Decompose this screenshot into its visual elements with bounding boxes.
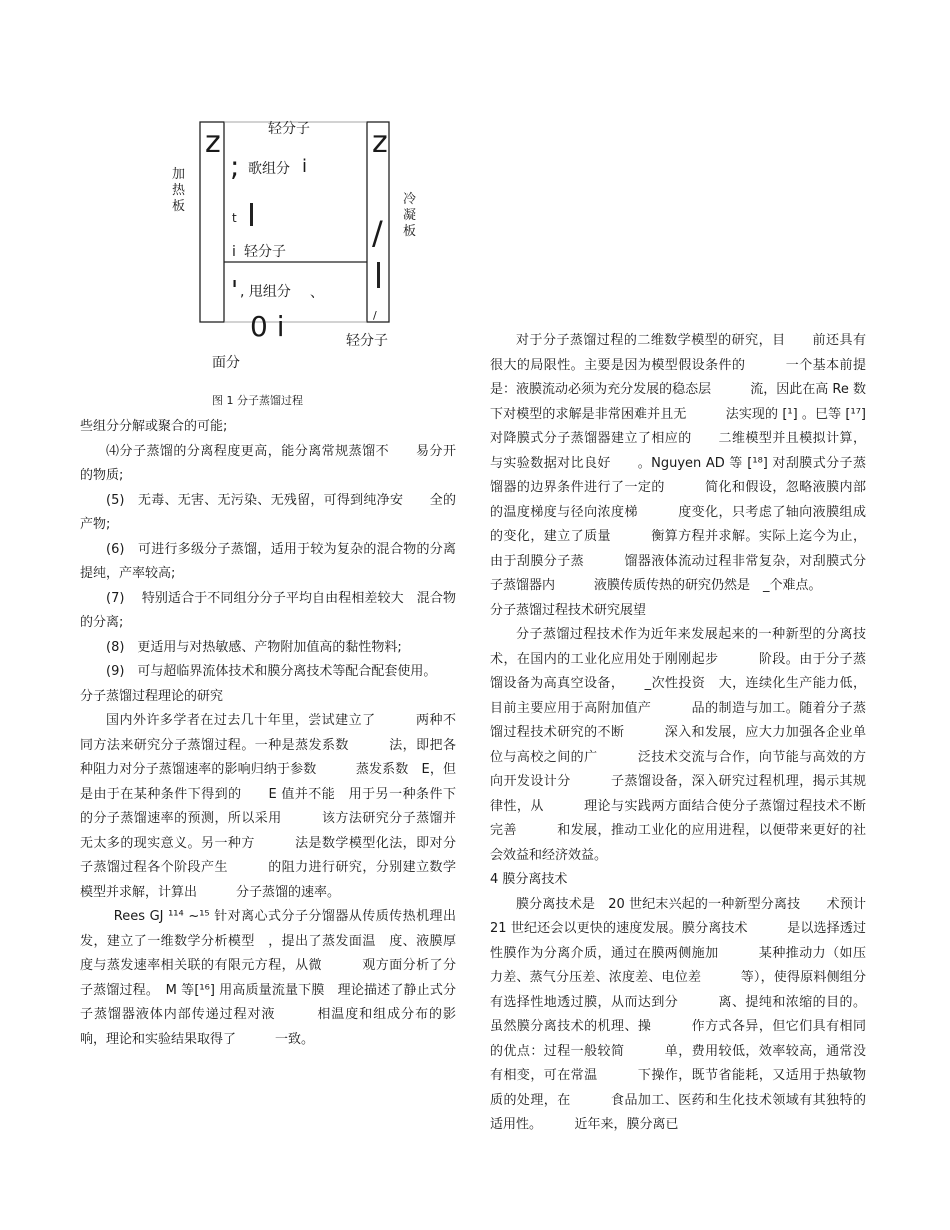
quote-mark: ': [231, 276, 239, 306]
section-heading: 分子蒸馏过程技术研究展望: [490, 602, 647, 618]
list-item: (6) 可进行多级分子蒸馏，适用于较为复杂的混合物的分离提纯，产率较高;: [80, 541, 456, 581]
list-item: (8) 更适用与对热敏感、产物附加值高的黏性物料;: [106, 639, 402, 655]
mid-light-molecule-label: 轻分子: [244, 244, 286, 260]
t-mark: t: [232, 211, 237, 225]
heating-plate-label: 加热板: [172, 167, 186, 214]
semicolon-mark: ;: [230, 150, 240, 183]
list-item: (9) 可与超临界流体技术和膜分离技术等配合配套使用。: [106, 664, 437, 679]
comma-mark: 、: [310, 285, 324, 301]
figure-molecular-distillation: [0, 0, 470, 420]
i-mark-2: i: [232, 244, 236, 260]
paragraph: 些组分分解或聚合的可能;: [80, 419, 228, 434]
section-heading: 分子蒸馏过程理论的研究: [80, 688, 224, 704]
i-mark: i: [302, 156, 308, 177]
cooling-plate-label: 冷凝板: [403, 192, 417, 239]
right-vertical-bar-mark: [377, 262, 380, 288]
paragraph: 国内外许多学者在过去几十年里，尝试建立了 两种不同方法来研究分子蒸馏过程。一种是蒸发系数 法，即把各种阻力对分子蒸馏速率的影响归纳于参数 蒸发系数 E，但是由于在某种条件下得到的 E 值并不能 用于另一种条件下的分子蒸馏速率的预测，所以采用 该方法研究分子蒸馏并无太多的现实意义。另一种方 法是数学模型化法，即对分子蒸馏过程各个阶段产生 的阻力进行研究，分别建立数学模型并求解，计算出 分子蒸馏的速率。: [80, 713, 456, 900]
paragraph: Rees GJ ¹¹⁴ ~¹⁵ 针对离心式分子分馏器从传质传热机理出发，建立了一维数学分析模型 ，提出了蒸发面温 度、液膜厚度与蒸发速率相关联的有限元方程，从微 观方面分析了分子蒸馏过程。 M 等[¹⁶] 用高质量流量下膜 理论描述了静止式分子蒸馏器液体内部传递过程对液 相温度和组成分布的影响，理论和实验结果取得了 一致。: [80, 909, 456, 1047]
heavy-component-label: , 甩组分: [240, 284, 291, 300]
list-item: ⑷分子蒸馏的分离程度更高，能分离常规蒸馏不 易分开的物质;: [80, 443, 456, 483]
paragraph: 对于分子蒸馏过程的二维数学模型的研究，目 前还具有很大的局限性。主要是因为模型假设条件的 一个基本前提是：液膜流动必须为充分发展的稳态层 流，因此在高 Re 数下对模型的求解是非常困难并且无 法实现的 [¹] 。巳等 [¹⁷] 对降膜式分子蒸馏器建立了相应的 二维模型并且模拟计算，与实验数据对比良好 。Nguyen AD 等 [¹⁸] 对刮膜式分子蒸馏器的边界条件进行了一定的 简化和假设，忽略液膜内部的温度梯度与径向浓度梯 度变化，只考虑了轴向液膜组成的变化，建立了质量 衡算方程并求解。实际上迄今为止，由于刮膜分子蒸 馏器液体流动过程非常复杂，对刮膜式分子蒸馏器内 液膜传质传热的研究仍然是 _个难点。: [490, 333, 866, 593]
bottom-surface-label: 面分: [212, 355, 240, 371]
left-column: [80, 415, 456, 1052]
vertical-bar-mark: [250, 203, 253, 226]
slash-mark-1: /: [372, 214, 383, 252]
list-item: (5) 无毒、无害、无污染、无残留，可得到纯净安 全的产物;: [80, 492, 456, 532]
right-z-mark: z: [372, 125, 388, 160]
bottom-right-light-molecule-label: 轻分子: [346, 333, 388, 349]
list-item: (7) 特别适合于不同组分分子平均自由程相差较大 混合物的分离;: [80, 590, 456, 630]
paragraph: 膜分离技术是 20 世纪末兴起的一种新型分离技 术预计 21 世纪还会以更快的速度发展。膜分离技术 是以选择透过性膜作为分离介质，通过在膜两侧施加 某种推动力（如压力差、蒸气分压差、浓度差、电位差 等），使得原料侧组分有选择性地透过膜，从而达到分 离、提纯和浓缩的目的。虽然膜分离技术的机理、操 作方式各异，但它们具有相同的优点：过程一般较简 单，费用较低，效率较高，通常没有相变，可在常温 下操作，既节省能耗，又适用于热敏物质的处理，在 食品加工、医药和生化技术领域有其独特的适用性。 近年来，膜分离已: [490, 896, 866, 1132]
paragraph: 分子蒸馏过程技术作为近年来发展起来的一种新型的分离技术，在国内的工业化应用处于刚刚起步 阶段。由于分子蒸馏设备为高真空设备， _次性投资 大，连续化生产能力低，目前主要应用于高附加值产 品的制造与加工。随着分子蒸馏过程技术研究的不断 深入和发展，应大力加强各企业单位与高校之间的广 泛技术交流与合作，向节能与高效的方向开发设计分 子蒸馏设备，深入研究过程机理，揭示其规律性，从 理论与实践两方面结合使分子蒸馏过程技术不断完善 和发展，推动工业化的应用进程，以便带来更好的社 会效益和经济效益。: [490, 627, 906, 863]
slash-mark-2: /: [373, 309, 377, 322]
zero-i-mark: 0 i: [250, 310, 285, 343]
figure-caption: 图 1 分子蒸馏过程: [212, 394, 303, 407]
right-column: [490, 329, 906, 1138]
section-heading: 4 膜分离技术: [490, 872, 568, 887]
left-z-mark: z: [205, 125, 221, 160]
top-light-molecule-label: 轻分子: [268, 121, 310, 137]
species-label: 歌组分: [248, 161, 290, 177]
